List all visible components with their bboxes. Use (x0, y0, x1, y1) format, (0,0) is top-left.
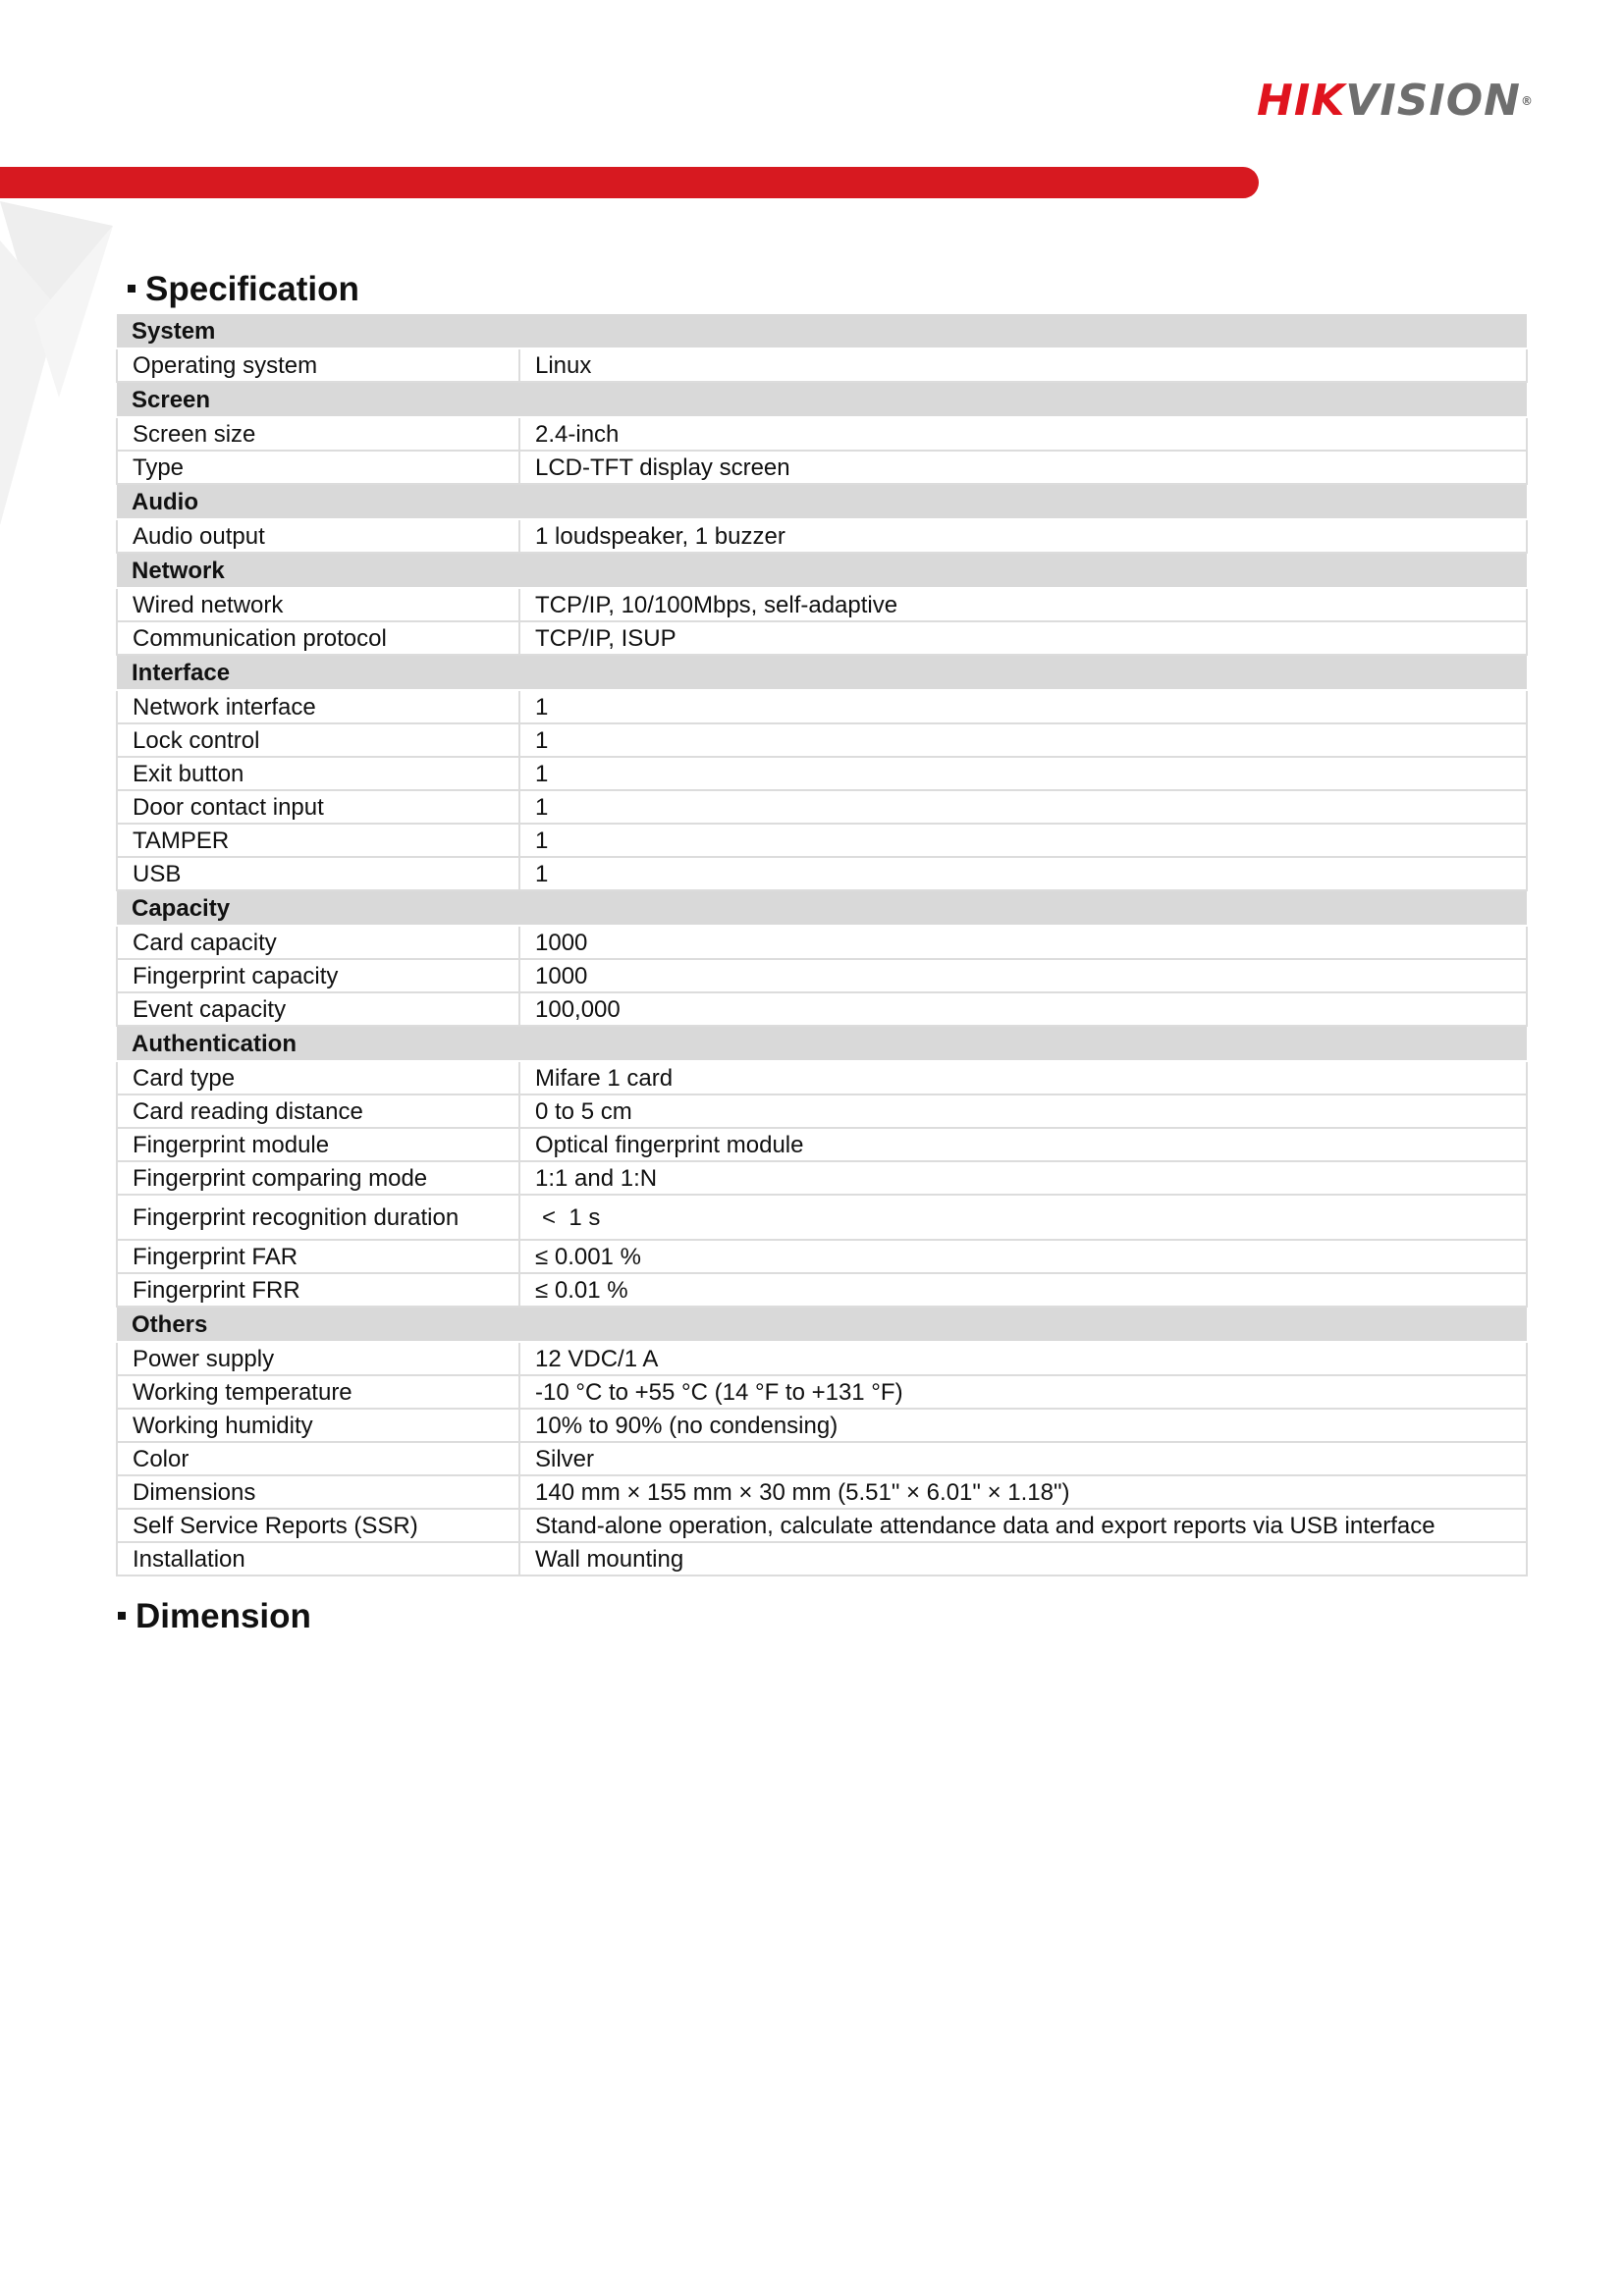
spec-group-row (117, 1026, 1527, 1061)
spec-row (117, 1375, 1527, 1409)
spec-group-row (117, 314, 1527, 348)
spec-value: 1 loudspeaker, 1 buzzer (519, 519, 1527, 553)
spec-row (117, 451, 1527, 484)
spec-label: Fingerprint recognition duration (117, 1195, 519, 1240)
spec-row (117, 1128, 1527, 1161)
dimension-heading (118, 1597, 311, 1636)
spec-group-title: Authentication (117, 1026, 1527, 1061)
spec-value: 1:1 and 1:N (519, 1161, 1527, 1195)
spec-row (117, 1542, 1527, 1575)
spec-label: Exit button (117, 757, 519, 790)
spec-value: 1 (519, 790, 1527, 824)
spec-value: 12 VDC/1 A (519, 1342, 1527, 1375)
logo-left: HIK (1257, 76, 1346, 126)
spec-group-title: Screen (117, 382, 1527, 417)
spec-value: TCP/IP, ISUP (519, 621, 1527, 655)
spec-value: 10% to 90% (no condensing) (519, 1409, 1527, 1442)
spec-value: 1 (519, 757, 1527, 790)
spec-row (117, 1475, 1527, 1509)
spec-label: Audio output (117, 519, 519, 553)
spec-label: Installation (117, 1542, 519, 1575)
spec-value: 2.4-inch (519, 417, 1527, 451)
spec-row (117, 348, 1527, 382)
spec-row (117, 1342, 1527, 1375)
spec-label: Wired network (117, 588, 519, 621)
spec-value: 1 (519, 824, 1527, 857)
spec-label: Screen size (117, 417, 519, 451)
spec-row (117, 1409, 1527, 1442)
spec-row (117, 790, 1527, 824)
spec-group-title: Others (117, 1307, 1527, 1342)
spec-label: Door contact input (117, 790, 519, 824)
spec-label: USB (117, 857, 519, 890)
spec-label: Fingerprint module (117, 1128, 519, 1161)
spec-value: Wall mounting (519, 1542, 1527, 1575)
spec-group-title: Network (117, 553, 1527, 588)
spec-row (117, 824, 1527, 857)
spec-group-title: Capacity (117, 890, 1527, 926)
spec-group-row (117, 553, 1527, 588)
dimension-heading-text: Dimension (135, 1597, 311, 1635)
spec-row (117, 1061, 1527, 1095)
spec-value: 140 mm × 155 mm × 30 mm (5.51" × 6.01" × 1.18") (519, 1475, 1527, 1509)
spec-row (117, 1195, 1527, 1240)
spec-label: Card capacity (117, 926, 519, 959)
spec-row (117, 992, 1527, 1026)
spec-label: Fingerprint comparing mode (117, 1161, 519, 1195)
spec-row (117, 690, 1527, 723)
spec-row (117, 1273, 1527, 1307)
specification-heading-text: Specification (145, 270, 359, 308)
spec-row (117, 621, 1527, 655)
spec-group-row (117, 1307, 1527, 1342)
heading-bullet (118, 1612, 126, 1620)
spec-value: 1000 (519, 959, 1527, 992)
spec-label: Communication protocol (117, 621, 519, 655)
specification-table (116, 314, 1528, 1576)
spec-group-title: System (117, 314, 1527, 348)
spec-value: LCD-TFT display screen (519, 451, 1527, 484)
spec-label: Working humidity (117, 1409, 519, 1442)
specification-heading (128, 270, 359, 309)
registered-mark: ® (1521, 94, 1535, 108)
logo-right: VISION (1345, 76, 1522, 126)
spec-row (117, 1240, 1527, 1273)
spec-value: 1000 (519, 926, 1527, 959)
spec-value: 1 (519, 723, 1527, 757)
spec-value: 0 to 5 cm (519, 1095, 1527, 1128)
heading-bullet (128, 285, 135, 293)
spec-group-row (117, 890, 1527, 926)
spec-label: Fingerprint FAR (117, 1240, 519, 1273)
spec-label: Power supply (117, 1342, 519, 1375)
spec-label: TAMPER (117, 824, 519, 857)
spec-label: Dimensions (117, 1475, 519, 1509)
spec-label: Card reading distance (117, 1095, 519, 1128)
spec-value: Silver (519, 1442, 1527, 1475)
hikvision-logo (1257, 77, 1534, 126)
spec-label: Event capacity (117, 992, 519, 1026)
spec-group-row (117, 655, 1527, 690)
spec-label: Type (117, 451, 519, 484)
spec-label: Fingerprint capacity (117, 959, 519, 992)
header-red-bar (0, 167, 1259, 198)
spec-group-row (117, 484, 1527, 519)
spec-row (117, 1161, 1527, 1195)
spec-value: Linux (519, 348, 1527, 382)
spec-value: ≤ 0.001 % (519, 1240, 1527, 1273)
spec-label: Network interface (117, 690, 519, 723)
spec-row (117, 417, 1527, 451)
spec-row (117, 1442, 1527, 1475)
spec-row (117, 1509, 1527, 1542)
spec-label: Fingerprint FRR (117, 1273, 519, 1307)
spec-row (117, 588, 1527, 621)
spec-row (117, 519, 1527, 553)
spec-row (117, 1095, 1527, 1128)
spec-value: TCP/IP, 10/100Mbps, self-adaptive (519, 588, 1527, 621)
spec-row (117, 857, 1527, 890)
spec-value: Optical fingerprint module (519, 1128, 1527, 1161)
spec-value: Mifare 1 card (519, 1061, 1527, 1095)
spec-value: < 1 s (519, 1195, 1527, 1240)
spec-row (117, 959, 1527, 992)
spec-value: -10 °C to +55 °C (14 °F to +131 °F) (519, 1375, 1527, 1409)
spec-row (117, 723, 1527, 757)
spec-group-title: Audio (117, 484, 1527, 519)
spec-group-row (117, 382, 1527, 417)
spec-row (117, 757, 1527, 790)
spec-value: 100,000 (519, 992, 1527, 1026)
spec-row (117, 926, 1527, 959)
spec-label: Working temperature (117, 1375, 519, 1409)
spec-value: ≤ 0.01 % (519, 1273, 1527, 1307)
spec-value: Stand-alone operation, calculate attendance data and export reports via USB interface (519, 1509, 1527, 1542)
spec-group-title: Interface (117, 655, 1527, 690)
spec-label: Self Service Reports (SSR) (117, 1509, 519, 1542)
spec-value: 1 (519, 857, 1527, 890)
spec-label: Card type (117, 1061, 519, 1095)
spec-label: Operating system (117, 348, 519, 382)
decorative-star-graphic (0, 201, 118, 525)
spec-value: 1 (519, 690, 1527, 723)
spec-label: Color (117, 1442, 519, 1475)
spec-label: Lock control (117, 723, 519, 757)
